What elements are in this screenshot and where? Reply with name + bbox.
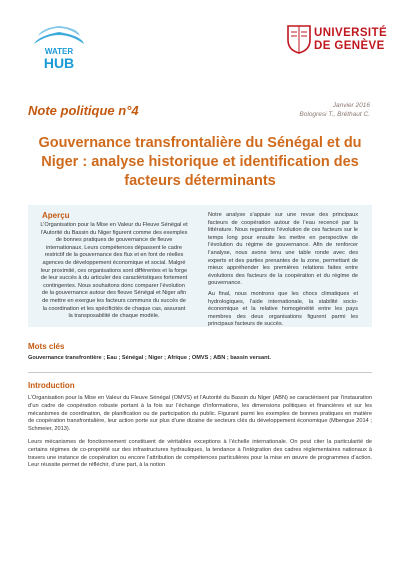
water-hub-logo-line1: WATER: [44, 47, 74, 56]
authors: Bologresi T., Bréthaut C.: [299, 111, 370, 118]
keywords-heading: Mots clés: [28, 342, 65, 351]
water-hub-logo-line2: HUB: [43, 55, 75, 71]
publication-date: Janvier 2016: [332, 102, 370, 109]
apercu-left-text: L’Organisation pour la Mise en Valeur du Fleuve Sénégal et l’Autorité du Bassin du Niger figurent comme des exemples de bonnes pratiques de gouvernance de fleuve internationaux. Leurs compétences dépassent le cadre restrictif de la gouvernance des flux et en font de réelles agences de développement économique et social. Malgré leur proximité, ces organisations sont différentes et la forge de leur succès à du articuler des caractéristiques fortement contingentes. Nous souhaitons donc comparer l’évolution de la gouvernance autour des fleuve Sénégal et Niger afin de mettre en exergue les facteurs communs du succès de la coordination et les spécificités de chaque cas, assurant la transposabilité de chaque modèle.: [40, 222, 188, 320]
apercu-right-paragraph-1: Notre analyse s’appuie sur une revue des principaux facteurs de coopération autour de l’eau recencé par la littérature. Nous regardons l’évolution de ces facteurs sur le temps long pour ensuite les mettre en perspective de l’évolution du régime de gouvernance. Afin de renforcer l’analyse, nous avons tenu une table ronde avec des experts et des parties prenantes de la zone, permettant de mieux appréhender les premières relations faites entre évolutions des facteurs de la coopération et du régime de gouvernance.: [208, 212, 358, 287]
unige-shield-icon: [286, 24, 312, 54]
section-divider: [28, 372, 372, 373]
unige-line1: UNIVERSITÉ: [314, 27, 388, 39]
unige-line2: DE GENÈVE: [314, 40, 385, 52]
introduction-paragraph-1: L’Organisation pour la Mise en Valeur du Fleuve Sénégal (OMVS) et l’Autorité du Bassin du Niger (ABN) se caractérisent par l’instauration d’un cadre de coopération robuste portant à la fois sur l’échange d’informations, les dimensions politiques et financières et sur les mécanismes de coordination, de planification ou de participation du public. Figurant parmi les exemples de bonnes pratiques en matière de coopération transfrontalière, leur action porte sur plus d’une dizaine de secteurs clés du développement économique (Mbengue 2014 ; Schmeier, 2013).: [28, 395, 372, 433]
policy-note-label: Note politique n°4: [28, 103, 139, 118]
water-hub-logo: [28, 22, 90, 74]
introduction-body: [28, 395, 372, 475]
keywords-text: Gouvernance transfrontière ; Eau ; Sénégal ; Niger ; Afrique ; OMVS ; ABN ; bassin versant.: [28, 355, 271, 361]
apercu-heading: Aperçu: [42, 211, 70, 220]
introduction-heading: Introduction: [28, 381, 75, 390]
apercu-right-column: [208, 212, 358, 332]
introduction-paragraph-2: Leurs mécanismes de fonctionnement constituent de véritables exceptions à l’échelle internationale. On peut citer la particularité de certains régimes de co-propriété sur des infrastructures hydrauliques, la tendance à l’intégration des cadres réglementaires nationaux à travers une instance de coopération ou encore l’attribution de compétences particulières pour la mise en œuvre de programmes d’action. Leur réussite permet de réfléchir, d’une part, à la notion: [28, 438, 372, 469]
apercu-right-paragraph-2: Au final, nous montrons que les chocs climatiques et hydrologiques, l’aide internationale, la stabilité socio-économique et la relative homogénéité entre les pays membres des deux organisations figurent parmi les principaux facteurs de succès.: [208, 290, 358, 328]
date-author-block: [299, 101, 370, 119]
unige-logo-text: [314, 27, 387, 53]
page-header: [0, 0, 400, 80]
document-title: Gouvernance transfrontalière du Sénégal et du Niger : analyse historique et identification des facteurs déterminants: [38, 135, 362, 189]
apercu-left-column: [40, 222, 188, 324]
